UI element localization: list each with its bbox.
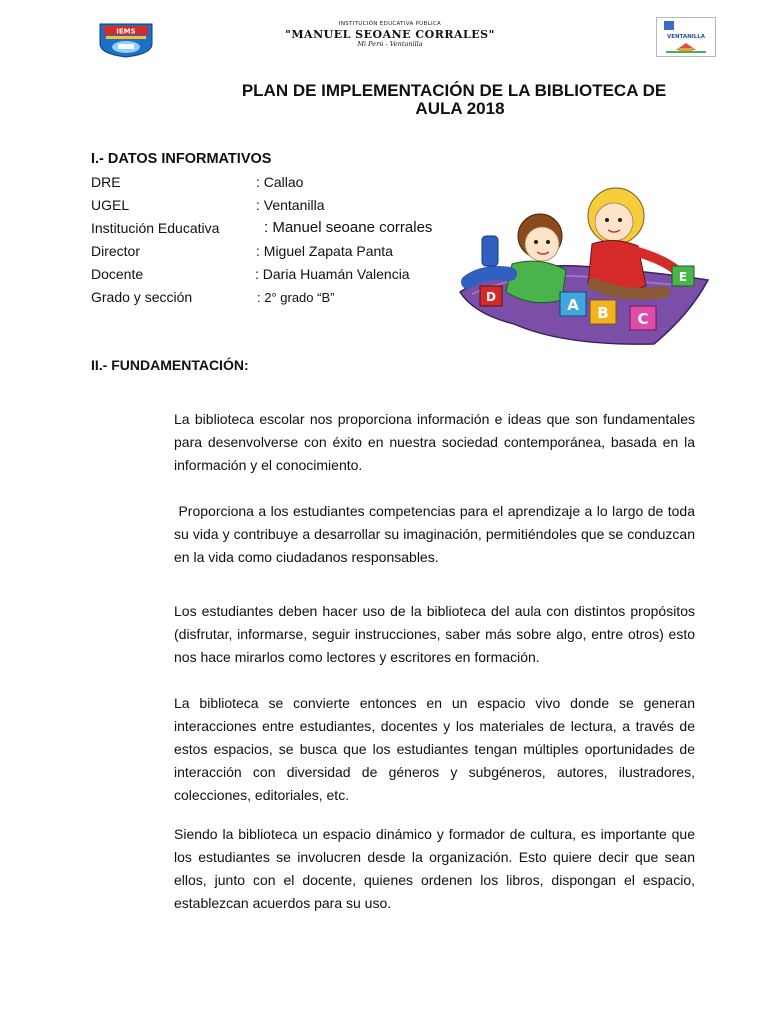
kids-abc-blocks-illustration: [454, 174, 712, 350]
document-title: [200, 82, 708, 118]
title-line-2: AULA 2018: [415, 99, 505, 118]
school-type-label: INSTITUCIÓN EDUCATIVA PÚBLICA: [338, 21, 442, 27]
info-label: Grado y sección: [91, 289, 193, 305]
block-letter: D: [486, 290, 496, 304]
school-motto: Mi Perú - Ventanilla: [357, 39, 423, 48]
info-value: : Callao: [256, 174, 304, 190]
block-letter: B: [597, 304, 609, 322]
fundamentacion-paragraph-3: Los estudiantes deben hacer uso de la biblioteca del aula con distintos propósitos (disfrutar, informarse, seguir instrucciones, saber más sobre algo, entre otros) esto nos hace mirarlos como lectores y escritores en formación.: [174, 603, 695, 665]
school-crest-logo: [98, 20, 154, 58]
info-label: DRE: [91, 174, 121, 190]
info-label: Institución Educativa: [91, 220, 220, 236]
title-line-1: PLAN DE IMPLEMENTACIÓN DE LA BIBLIOTECA DE: [241, 81, 667, 100]
section-fundamentacion-heading: II.- FUNDAMENTACIÓN:: [91, 357, 249, 373]
info-value: : Daria Huamán Valencia: [255, 266, 410, 282]
block-letter: A: [567, 296, 579, 314]
info-value: : 2° grado “B”: [257, 290, 335, 305]
fundamentacion-paragraph-5: Siendo la biblioteca un espacio dinámico y formador de cultura, es importante que los estudiantes se involucren desde la organización. Esto quiere decir que sean ellos, junto con el docente, quienes ordenen los libros, dispongan el espacio, establezcan acuerdos para su uso.: [174, 826, 695, 911]
logo-text: VENTANILLA: [666, 34, 706, 40]
block-letter: C: [637, 310, 649, 328]
school-name: "MANUEL SEOANE CORRALES": [285, 27, 495, 41]
info-value: : Ventanilla: [256, 197, 325, 213]
info-value: : Manuel seoane corrales: [264, 219, 433, 236]
fundamentacion-paragraph-1: La biblioteca escolar nos proporciona información e ideas que son fundamentales para desenvolverse con éxito en nuestra sociedad contemporánea, basada en la información y el conocimiento.: [174, 411, 695, 473]
info-value: : Miguel Zapata Panta: [256, 243, 393, 259]
crest-text: IEMS: [116, 27, 136, 36]
fundamentacion-paragraph-2: Proporciona a los estudiantes competencias para el aprendizaje a lo largo de toda su vida y contribuye a desarrollar su imaginación, permitiéndoles que se conduzcan en la vida como ciudadanos responsables.: [174, 503, 699, 565]
fundamentacion-paragraph-4: La biblioteca se convierte entonces en un espacio vivo donde se generan interacciones entre estudiantes, docentes y los materiales de lectura, a través de estos espacios, se busca que los estudiantes tengan múltiples oportunidades de interacción con diversidad de géneros y subgéneros, autores, ilustradores, colecciones, editoriales, etc.: [174, 695, 695, 803]
block-letter: E: [678, 270, 688, 284]
info-label: UGEL: [91, 197, 130, 213]
school-header: [240, 22, 540, 47]
ventanilla-logo: [656, 17, 716, 57]
info-label: Docente: [91, 266, 144, 282]
info-label: Director: [91, 243, 141, 259]
section-datos-informativos-heading: I.- DATOS INFORMATIVOS: [91, 151, 272, 167]
